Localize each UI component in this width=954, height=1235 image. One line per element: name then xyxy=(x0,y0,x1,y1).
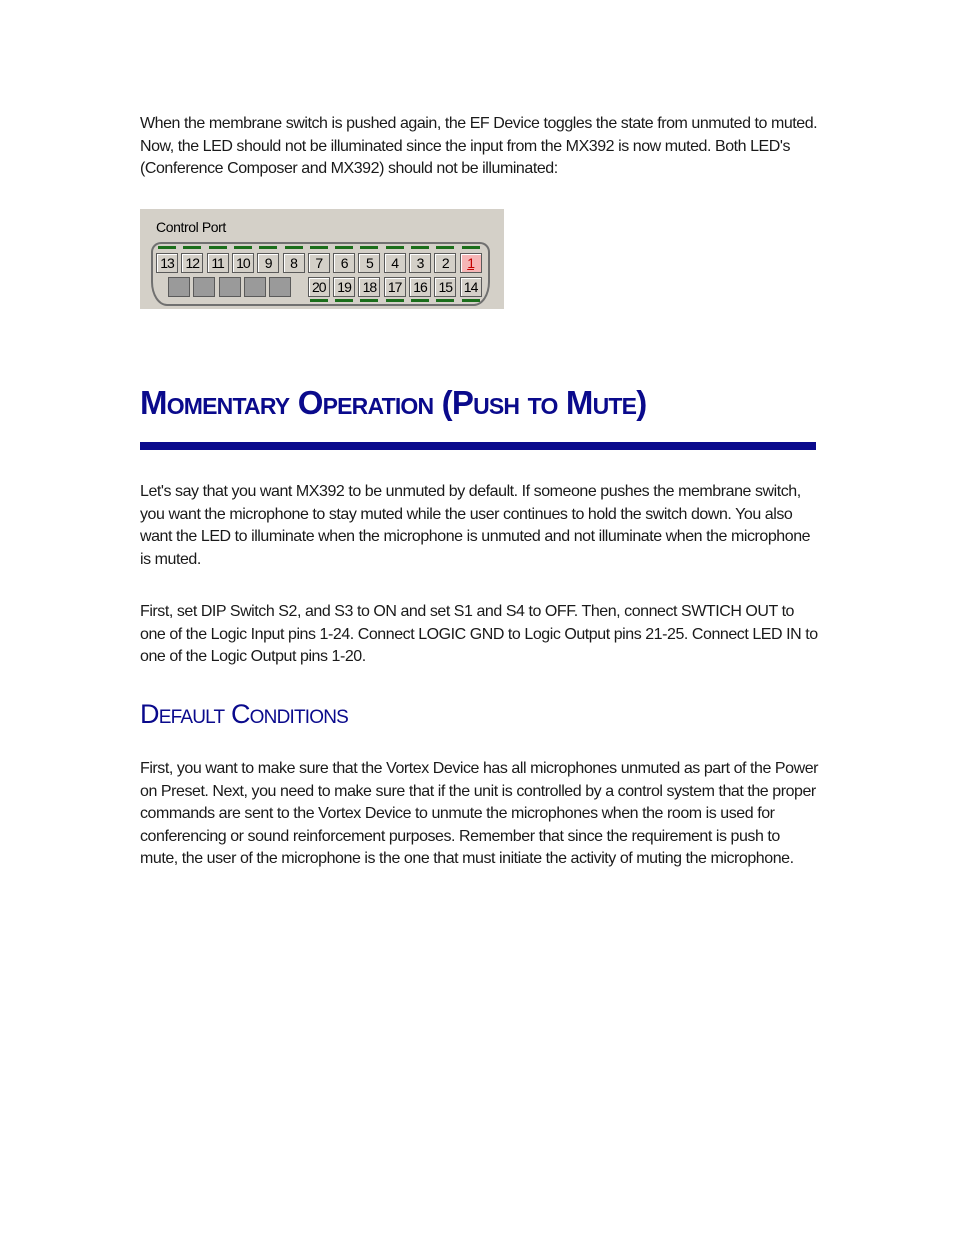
pin-17: 17 xyxy=(384,277,406,297)
pin-blank xyxy=(193,277,215,297)
led-indicator xyxy=(183,246,201,249)
pin-2: 2 xyxy=(434,253,456,273)
heading-rule xyxy=(140,442,816,450)
led-indicator xyxy=(462,299,480,302)
led-indicator xyxy=(411,246,429,249)
control-port-title: Control Port xyxy=(156,219,226,235)
pin-19: 19 xyxy=(333,277,355,297)
led-indicator xyxy=(234,246,252,249)
led-indicator xyxy=(411,299,429,302)
pin-15: 15 xyxy=(434,277,456,297)
setup-paragraph: First, set DIP Switch S2, and S3 to ON and set S1 and S4 to OFF. Then, connect SWTICH OUT to one of the Logic Input pins 1-24. Connect LOGIC GND to Logic Output pins 21-25. Connect LED IN to one of the Logic Output pins 1-20. xyxy=(140,603,818,665)
led-indicator xyxy=(436,246,454,249)
conditions-paragraph: First, you want to make sure that the Vortex Device has all microphones unmuted as part of the Power on Preset. Next, you need to make sure that if the unit is controlled by a control system that the proper commands are sent to the Vortex Device to unmute the microphones when the room is used for conferencing or sound reinforcement purposes. Remember that since the requirement is push to mute, the user of the microphone is the one that must initiate the activity of muting the microphone. xyxy=(140,760,819,867)
led-indicator xyxy=(360,246,378,249)
pin-blank xyxy=(219,277,241,297)
led-indicator xyxy=(310,299,328,302)
pin-12: 12 xyxy=(181,253,203,273)
pin-16: 16 xyxy=(409,277,431,297)
led-indicator xyxy=(360,299,378,302)
pin-7: 7 xyxy=(308,253,330,273)
pin-blank xyxy=(168,277,190,297)
pin-blank xyxy=(269,277,291,297)
control-port-panel xyxy=(140,209,504,309)
pin-9: 9 xyxy=(257,253,279,273)
led-indicator xyxy=(386,299,404,302)
pin-14: 14 xyxy=(460,277,482,297)
pin-3: 3 xyxy=(409,253,431,273)
led-indicator xyxy=(386,246,404,249)
section-heading: Momentary Operation (Push to Mute) xyxy=(140,384,647,421)
default-paragraph: Let's say that you want MX392 to be unmuted by default. If someone pushes the membrane switch, you want the microphone to stay muted while the user continues to hold the switch down. You also want the LED to illuminate when the microphone is unmuted and not illuminate when the microphone is muted. xyxy=(140,483,811,568)
intro-paragraph: When the membrane switch is pushed again, the EF Device toggles the state from unmuted to muted. Now, the LED should not be illuminated since the input from the MX392 is now muted. Both LED's (Conference Composer and MX392) should not be illuminated: xyxy=(140,115,818,177)
led-indicator xyxy=(335,299,353,302)
led-indicator xyxy=(259,246,277,249)
pin-1: 1 xyxy=(460,253,482,273)
pin-8: 8 xyxy=(283,253,305,273)
led-indicator xyxy=(310,246,328,249)
pin-blank xyxy=(244,277,266,297)
led-indicator xyxy=(285,246,303,249)
led-indicator xyxy=(209,246,227,249)
pin-18: 18 xyxy=(358,277,380,297)
subsection-heading: Default Conditions xyxy=(140,699,349,729)
pin-6: 6 xyxy=(333,253,355,273)
led-indicator xyxy=(335,246,353,249)
pin-10: 10 xyxy=(232,253,254,273)
pin-4: 4 xyxy=(384,253,406,273)
pin-20: 20 xyxy=(308,277,330,297)
led-indicator xyxy=(462,246,480,249)
pin-5: 5 xyxy=(358,253,380,273)
led-indicator xyxy=(436,299,454,302)
led-indicator xyxy=(158,246,176,249)
pin-11: 11 xyxy=(207,253,229,273)
pin-13: 13 xyxy=(156,253,178,273)
